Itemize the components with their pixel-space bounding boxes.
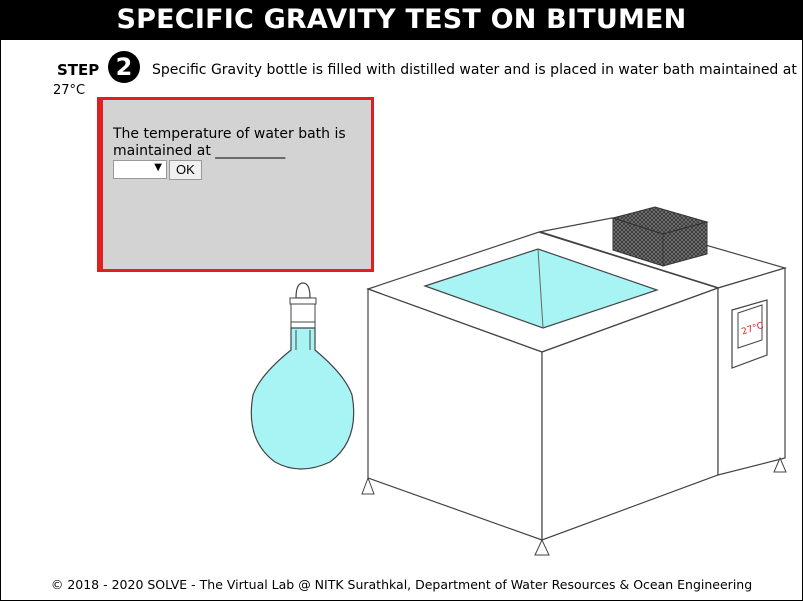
specific-gravity-bottle[interactable] xyxy=(251,283,353,469)
step-label: STEP xyxy=(57,61,100,79)
display-reading: 27°C xyxy=(740,321,765,338)
step-description: Specific Gravity bottle is filled with distilled water and is placed in water bath maintained at xyxy=(152,62,797,78)
chevron-down-icon: ▼ xyxy=(154,162,162,173)
footer-copyright: © 2018 - 2020 SOLVE - The Virtual Lab @ NITK Surathkal, Department of Water Resources & Ocean Engineering xyxy=(50,577,753,592)
ok-button[interactable]: OK xyxy=(169,160,202,180)
step-description-continued: 27°C xyxy=(53,83,86,98)
temperature-dropdown[interactable] xyxy=(113,160,167,179)
water-bath[interactable] xyxy=(362,218,786,555)
question-text: The temperature of water bath is maintained at __________ xyxy=(113,126,346,159)
page-title: SPECIFIC GRAVITY TEST ON BITUMEN xyxy=(0,0,803,40)
step-number-badge: 2 xyxy=(108,51,140,83)
question-panel xyxy=(97,97,374,272)
